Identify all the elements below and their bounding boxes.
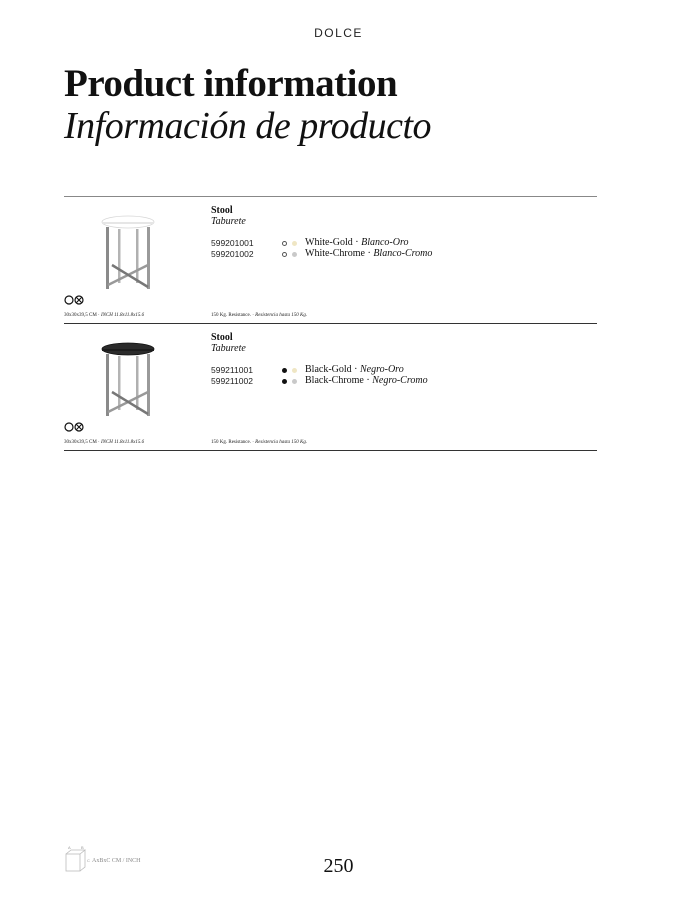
product-name: Stool xyxy=(211,332,233,343)
gold-swatch-icon xyxy=(292,368,297,373)
finish-label: Black-Chrome · Negro-Cromo xyxy=(305,375,428,386)
finish-label: Black-Gold · Negro-Oro xyxy=(305,364,404,375)
legend-label-b: B xyxy=(81,845,84,850)
product-code: 599201001 xyxy=(211,238,254,248)
product-name-es: Taburete xyxy=(211,343,246,354)
product-row xyxy=(64,324,597,450)
page-number: 250 xyxy=(323,855,354,877)
care-symbols-icon xyxy=(64,421,86,433)
page-subtitle: Información de producto xyxy=(64,105,432,147)
product-dimensions: 30x30x39,5 CM · INCH 11.8x11.8x15.6 xyxy=(64,313,145,318)
product-row xyxy=(64,197,597,323)
product-resistance: 150 Kg. Resistance. · Resistencia hasta 150 Kg. xyxy=(211,440,308,445)
product-resistance: 150 Kg. Resistance. · Resistencia hasta 150 Kg. xyxy=(211,313,308,318)
row-divider xyxy=(64,450,597,451)
finish-label: White-Gold · Blanco-Oro xyxy=(305,237,409,248)
black-swatch-icon xyxy=(282,368,287,373)
stool-black-image xyxy=(100,340,156,420)
finish-label: White-Chrome · Blanco-Cromo xyxy=(305,248,433,259)
care-symbols-icon xyxy=(64,294,86,306)
legend-label-a: A xyxy=(68,845,71,850)
dimensions-legend: AxBxC CM / INCH xyxy=(92,858,141,864)
product-dimensions: 30x30x39,5 CM · INCH 11.8x11.8x15.6 xyxy=(64,440,145,445)
black-swatch-icon xyxy=(282,379,287,384)
gold-swatch-icon xyxy=(292,241,297,246)
product-name-es: Taburete xyxy=(211,216,246,227)
white-swatch-icon xyxy=(282,241,287,246)
product-code: 599211001 xyxy=(211,365,253,375)
product-code: 599211002 xyxy=(211,376,253,386)
brand-name: DOLCE xyxy=(314,26,363,40)
product-code: 599201002 xyxy=(211,249,254,259)
page-title: Product information xyxy=(64,62,398,105)
chrome-swatch-icon xyxy=(292,379,297,384)
white-swatch-icon xyxy=(282,252,287,257)
chrome-swatch-icon xyxy=(292,252,297,257)
stool-white-image xyxy=(100,213,156,293)
legend-label-c: C xyxy=(87,858,90,863)
product-name: Stool xyxy=(211,205,233,216)
